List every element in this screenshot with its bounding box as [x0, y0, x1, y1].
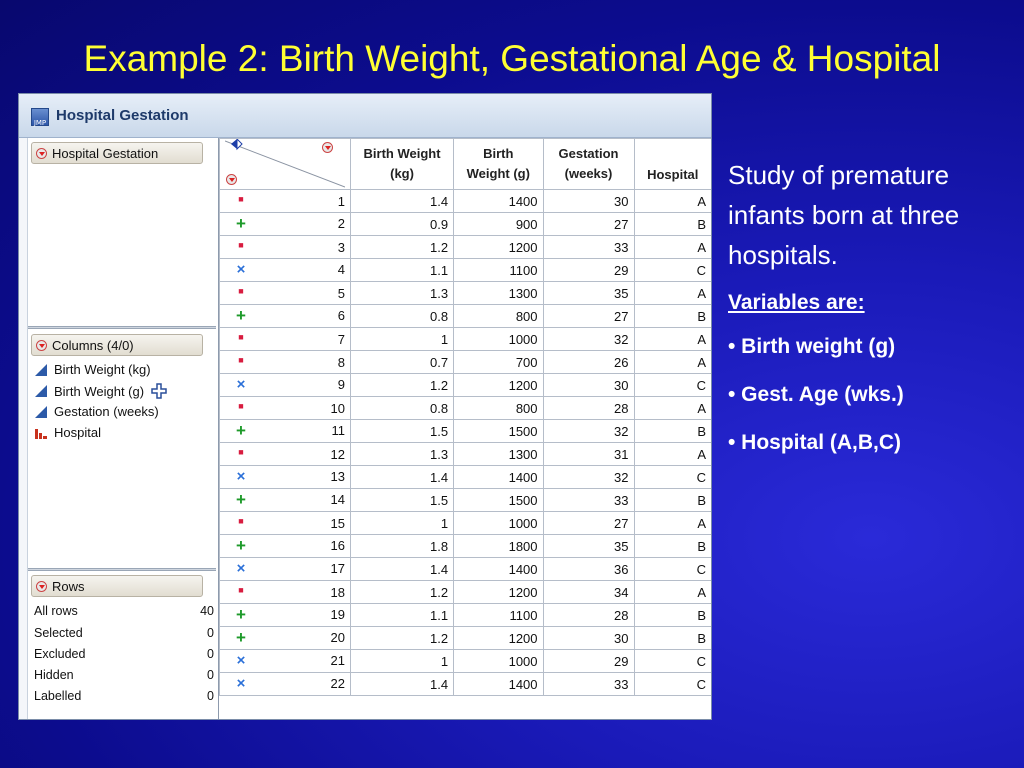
slide-notes — [728, 155, 1008, 479]
row-number-cell[interactable] — [220, 282, 351, 305]
row-number-cell[interactable] — [220, 466, 351, 489]
row-number: 15 — [330, 515, 345, 531]
row-number: 20 — [330, 630, 345, 645]
row-number: 10 — [330, 400, 345, 416]
table-row[interactable] — [220, 190, 712, 213]
row-number: 18 — [330, 584, 345, 600]
rows-stat-label: Selected — [34, 626, 83, 640]
cell-gestation-weeks[interactable]: 33 — [543, 236, 634, 259]
table-panel-label: Hospital Gestation — [52, 145, 159, 161]
cell-birth-weight-kg[interactable]: 1.2 — [351, 236, 454, 259]
column-item-label: Birth Weight (kg) — [54, 362, 151, 377]
cell-hospital[interactable]: A — [634, 351, 712, 374]
cell-birth-weight-kg[interactable]: 0.8 — [351, 397, 454, 420]
square-marker-icon: ■ — [238, 331, 244, 342]
table-row[interactable] — [220, 443, 712, 466]
row-number-cell[interactable] — [220, 558, 351, 581]
x-marker-icon: × — [236, 675, 246, 692]
left-edge-strip — [19, 138, 28, 720]
table-row[interactable] — [220, 673, 712, 696]
cell-birth-weight-g[interactable]: 900 — [454, 213, 543, 236]
row-number: 14 — [330, 492, 345, 507]
jmp-app-icon: JMP — [31, 108, 49, 126]
cell-birth-weight-g[interactable]: 1200 — [454, 374, 543, 397]
row-number-cell[interactable] — [220, 443, 351, 466]
column-item-birth-weight-g[interactable] — [34, 383, 167, 399]
red-triangle-menu-icon[interactable] — [36, 148, 47, 159]
column-item-gestation-weeks[interactable] — [34, 404, 159, 419]
cell-birth-weight-kg[interactable]: 1.1 — [351, 604, 454, 627]
cell-birth-weight-g[interactable]: 1800 — [454, 535, 543, 558]
row-number-cell[interactable] — [220, 305, 351, 328]
variables-heading: Variables are: — [728, 291, 865, 314]
plus-marker-icon: + — [236, 214, 246, 233]
cell-hospital[interactable]: C — [634, 466, 712, 489]
column-item-label: Gestation (weeks) — [54, 404, 159, 419]
cell-hospital[interactable]: A — [634, 443, 712, 466]
cell-birth-weight-kg[interactable]: 1.1 — [351, 259, 454, 282]
cell-hospital[interactable]: C — [634, 259, 712, 282]
column-item-label: Hospital — [54, 425, 101, 440]
red-triangle-menu-icon[interactable] — [322, 142, 333, 153]
red-triangle-menu-icon[interactable] — [36, 581, 47, 592]
plus-marker-icon: + — [236, 536, 246, 555]
cell-birth-weight-kg[interactable]: 1.3 — [351, 443, 454, 466]
table-row[interactable] — [220, 581, 712, 604]
cell-hospital[interactable]: B — [634, 213, 712, 236]
cell-hospital[interactable]: A — [634, 397, 712, 420]
cell-hospital[interactable]: B — [634, 420, 712, 443]
square-marker-icon: ■ — [238, 354, 244, 365]
table-row[interactable] — [220, 213, 712, 236]
cell-gestation-weeks[interactable]: 33 — [543, 673, 634, 696]
cell-gestation-weeks[interactable]: 27 — [543, 213, 634, 236]
square-marker-icon: ■ — [238, 193, 244, 204]
cell-gestation-weeks[interactable]: 35 — [543, 535, 634, 558]
cell-gestation-weeks[interactable]: 32 — [543, 466, 634, 489]
table-row[interactable] — [220, 558, 712, 581]
square-marker-icon: ■ — [238, 400, 244, 411]
table-panel-header[interactable] — [31, 142, 203, 164]
table-row[interactable] — [220, 627, 712, 650]
rows-stat-hidden — [34, 668, 214, 682]
cell-birth-weight-kg[interactable]: 1.3 — [351, 282, 454, 305]
x-marker-icon: × — [236, 468, 246, 485]
row-number: 16 — [330, 538, 345, 553]
table-row[interactable] — [220, 351, 712, 374]
jmp-data-table-window — [18, 93, 712, 720]
cell-gestation-weeks[interactable]: 30 — [543, 190, 634, 213]
column-header-birth-weight-kg[interactable] — [351, 139, 454, 190]
cell-birth-weight-kg[interactable]: 1.2 — [351, 374, 454, 397]
cell-gestation-weeks[interactable]: 32 — [543, 420, 634, 443]
cell-hospital[interactable]: B — [634, 489, 712, 512]
cell-birth-weight-g[interactable]: 1400 — [454, 466, 543, 489]
cell-birth-weight-kg[interactable]: 1.4 — [351, 466, 454, 489]
cell-birth-weight-kg[interactable]: 1.2 — [351, 581, 454, 604]
header-line: (weeks) — [564, 166, 613, 181]
red-triangle-menu-icon[interactable] — [226, 174, 237, 185]
rows-panel-header[interactable] — [31, 575, 203, 597]
square-marker-icon: ■ — [238, 446, 244, 457]
crosshair-icon — [151, 383, 167, 399]
cell-gestation-weeks[interactable]: 29 — [543, 259, 634, 282]
cell-hospital[interactable]: A — [634, 512, 712, 535]
table-row[interactable] — [220, 650, 712, 673]
table-row[interactable] — [220, 374, 712, 397]
cell-gestation-weeks[interactable]: 31 — [543, 443, 634, 466]
data-grid — [218, 138, 712, 720]
row-number: 7 — [337, 331, 345, 347]
row-number-cell[interactable] — [220, 397, 351, 420]
column-header-hospital[interactable] — [634, 139, 712, 190]
cell-gestation-weeks[interactable]: 33 — [543, 489, 634, 512]
rows-stat-label: Labelled — [34, 689, 82, 703]
table-row[interactable] — [220, 489, 712, 512]
cell-hospital[interactable]: C — [634, 650, 712, 673]
column-item-label: Birth Weight (g) — [54, 383, 145, 399]
rows-panel-label: Rows — [52, 578, 85, 594]
cell-birth-weight-g[interactable]: 800 — [454, 305, 543, 328]
cell-birth-weight-g[interactable]: 700 — [454, 351, 543, 374]
window-titlebar[interactable] — [19, 94, 711, 138]
left-panels — [28, 138, 216, 720]
row-number: 11 — [331, 423, 345, 438]
cell-birth-weight-kg[interactable]: 1.5 — [351, 420, 454, 443]
cell-birth-weight-kg[interactable]: 1 — [351, 512, 454, 535]
row-number: 9 — [337, 377, 345, 392]
cell-birth-weight-g[interactable]: 1500 — [454, 489, 543, 512]
row-number: 12 — [330, 446, 345, 462]
row-number: 13 — [330, 469, 345, 484]
header-line: Weight (g) — [466, 166, 530, 181]
cell-birth-weight-g[interactable]: 1200 — [454, 627, 543, 650]
cell-birth-weight-g[interactable]: 1400 — [454, 190, 543, 213]
cell-gestation-weeks[interactable]: 36 — [543, 558, 634, 581]
cell-hospital[interactable]: C — [634, 558, 712, 581]
rows-stat-selected — [34, 626, 214, 640]
cell-gestation-weeks[interactable]: 27 — [543, 512, 634, 535]
cell-gestation-weeks[interactable]: 29 — [543, 650, 634, 673]
rows-stat-excluded — [34, 647, 214, 661]
window-title: Hospital Gestation — [56, 107, 189, 124]
plus-marker-icon: + — [236, 306, 246, 325]
cell-hospital[interactable]: A — [634, 236, 712, 259]
cell-gestation-weeks[interactable]: 28 — [543, 604, 634, 627]
cell-birth-weight-g[interactable]: 800 — [454, 397, 543, 420]
square-marker-icon: ■ — [238, 285, 244, 296]
column-header-birth-weight-g[interactable] — [454, 139, 543, 190]
cell-birth-weight-kg[interactable]: 1.2 — [351, 627, 454, 650]
cell-hospital[interactable]: A — [634, 328, 712, 351]
cell-birth-weight-kg[interactable]: 0.8 — [351, 305, 454, 328]
table-row[interactable] — [220, 259, 712, 282]
row-number-cell[interactable] — [220, 236, 351, 259]
nominal-icon — [34, 426, 48, 440]
row-number-cell[interactable] — [220, 604, 351, 627]
cell-gestation-weeks[interactable]: 35 — [543, 282, 634, 305]
row-number-cell[interactable] — [220, 650, 351, 673]
cell-birth-weight-kg[interactable]: 1 — [351, 328, 454, 351]
square-marker-icon: ■ — [238, 239, 244, 250]
rows-stat-value: 0 — [207, 668, 214, 682]
cell-hospital[interactable]: C — [634, 673, 712, 696]
row-number-cell[interactable] — [220, 489, 351, 512]
row-number-cell[interactable] — [220, 328, 351, 351]
cell-hospital[interactable]: A — [634, 190, 712, 213]
rows-stat-value: 0 — [207, 689, 214, 703]
slide-title: Example 2: Birth Weight, Gestational Age & Hospital — [83, 38, 941, 79]
cell-birth-weight-kg[interactable]: 1.8 — [351, 535, 454, 558]
row-number: 4 — [337, 262, 345, 277]
cell-birth-weight-g[interactable]: 1000 — [454, 512, 543, 535]
row-number-cell[interactable] — [220, 673, 351, 696]
cell-birth-weight-g[interactable]: 1400 — [454, 673, 543, 696]
variable-bullet: • Gest. Age (wks.) — [728, 383, 904, 406]
header-line: Birth Weight — [363, 146, 441, 161]
cell-hospital[interactable]: A — [634, 581, 712, 604]
table-row[interactable] — [220, 420, 712, 443]
rows-stat-value: 40 — [200, 604, 214, 618]
rows-stat-label: Excluded — [34, 647, 86, 661]
cell-hospital[interactable]: B — [634, 604, 712, 627]
cell-hospital[interactable]: C — [634, 374, 712, 397]
header-line: (kg) — [390, 166, 414, 181]
row-number: 8 — [337, 354, 345, 370]
row-number: 5 — [337, 285, 345, 301]
cell-birth-weight-g[interactable]: 1200 — [454, 581, 543, 604]
panel-divider[interactable] — [28, 568, 216, 571]
corner-triangle-icon — [231, 139, 237, 149]
plus-marker-icon: + — [236, 421, 246, 440]
cell-hospital[interactable]: B — [634, 627, 712, 650]
rows-stat-labelled — [34, 689, 214, 703]
table-row[interactable] — [220, 328, 712, 351]
row-number-cell[interactable] — [220, 213, 351, 236]
cell-gestation-weeks[interactable]: 27 — [543, 305, 634, 328]
variable-bullet: • Birth weight (g) — [728, 335, 896, 358]
cell-birth-weight-kg[interactable]: 1.4 — [351, 190, 454, 213]
data-table — [219, 138, 712, 696]
row-number: 1 — [337, 193, 345, 209]
continuous-icon — [34, 363, 48, 377]
row-number-cell[interactable] — [220, 259, 351, 282]
row-number-cell[interactable] — [220, 627, 351, 650]
column-item-hospital[interactable] — [34, 425, 101, 440]
red-triangle-menu-icon[interactable] — [36, 340, 47, 351]
study-description: Study of premature infants born at three hospitals. — [728, 160, 960, 270]
table-row[interactable] — [220, 305, 712, 328]
row-number: 17 — [330, 561, 345, 576]
cell-birth-weight-kg[interactable]: 0.9 — [351, 213, 454, 236]
row-number: 3 — [337, 239, 345, 255]
cell-birth-weight-g[interactable]: 1000 — [454, 328, 543, 351]
cell-birth-weight-kg[interactable]: 0.7 — [351, 351, 454, 374]
column-header-gestation-weeks[interactable] — [543, 139, 634, 190]
rows-stat-label: Hidden — [34, 668, 74, 682]
table-row[interactable] — [220, 236, 712, 259]
variable-bullet: • Hospital (A,B,C) — [728, 431, 902, 454]
x-marker-icon: × — [236, 652, 246, 669]
cell-gestation-weeks[interactable]: 26 — [543, 351, 634, 374]
cell-gestation-weeks[interactable]: 28 — [543, 397, 634, 420]
cell-birth-weight-g[interactable]: 1000 — [454, 650, 543, 673]
row-number-cell[interactable] — [220, 351, 351, 374]
table-row[interactable] — [220, 466, 712, 489]
cell-birth-weight-kg[interactable]: 1 — [351, 650, 454, 673]
row-number: 2 — [337, 216, 345, 231]
rows-stat-value: 0 — [207, 626, 214, 640]
plus-marker-icon: + — [236, 628, 246, 647]
cell-hospital[interactable]: A — [634, 282, 712, 305]
rows-stat-all — [34, 604, 214, 618]
rows-stat-label: All rows — [34, 604, 78, 618]
cell-birth-weight-g[interactable]: 1100 — [454, 604, 543, 627]
grid-body — [220, 190, 712, 696]
cell-birth-weight-kg[interactable]: 1.4 — [351, 558, 454, 581]
grid-corner-cell[interactable] — [220, 139, 351, 190]
table-row[interactable] — [220, 512, 712, 535]
cell-birth-weight-g[interactable]: 1200 — [454, 236, 543, 259]
column-item-birth-weight-kg[interactable] — [34, 362, 151, 377]
row-number-cell[interactable] — [220, 420, 351, 443]
cell-hospital[interactable]: B — [634, 535, 712, 558]
cell-gestation-weeks[interactable]: 30 — [543, 374, 634, 397]
table-row[interactable] — [220, 535, 712, 558]
plus-marker-icon: + — [236, 490, 246, 509]
cell-birth-weight-g[interactable]: 1300 — [454, 282, 543, 305]
cell-birth-weight-g[interactable]: 1100 — [454, 259, 543, 282]
cell-birth-weight-kg[interactable]: 1.5 — [351, 489, 454, 512]
square-marker-icon: ■ — [238, 584, 244, 595]
row-number-cell[interactable] — [220, 374, 351, 397]
row-number-cell[interactable] — [220, 512, 351, 535]
table-row[interactable] — [220, 397, 712, 420]
row-number-cell[interactable] — [220, 190, 351, 213]
cell-birth-weight-g[interactable]: 1500 — [454, 420, 543, 443]
header-line: Hospital — [647, 167, 699, 182]
continuous-icon — [34, 384, 48, 398]
continuous-icon — [34, 405, 48, 419]
rows-stat-value: 0 — [207, 647, 214, 661]
row-number-cell[interactable] — [220, 581, 351, 604]
plus-marker-icon: + — [236, 605, 246, 624]
row-number-cell[interactable] — [220, 535, 351, 558]
row-number: 21 — [330, 653, 345, 668]
cell-birth-weight-g[interactable]: 1400 — [454, 558, 543, 581]
cell-hospital[interactable]: B — [634, 305, 712, 328]
x-marker-icon: × — [236, 560, 246, 577]
row-number: 22 — [330, 676, 345, 691]
x-marker-icon: × — [236, 261, 246, 278]
cell-gestation-weeks[interactable]: 34 — [543, 581, 634, 604]
columns-panel-header[interactable] — [31, 334, 203, 356]
cell-gestation-weeks[interactable]: 32 — [543, 328, 634, 351]
table-row[interactable] — [220, 282, 712, 305]
columns-panel-label: Columns (4/0) — [52, 337, 134, 353]
row-number: 19 — [330, 607, 345, 622]
cell-birth-weight-g[interactable]: 1300 — [454, 443, 543, 466]
row-number: 6 — [337, 308, 345, 323]
header-line: Gestation — [558, 146, 619, 161]
table-row[interactable] — [220, 604, 712, 627]
cell-birth-weight-kg[interactable]: 1.4 — [351, 673, 454, 696]
panel-divider[interactable] — [28, 326, 216, 329]
header-line: Birth — [483, 146, 514, 161]
x-marker-icon: × — [236, 376, 246, 393]
square-marker-icon: ■ — [238, 515, 244, 526]
cell-gestation-weeks[interactable]: 30 — [543, 627, 634, 650]
